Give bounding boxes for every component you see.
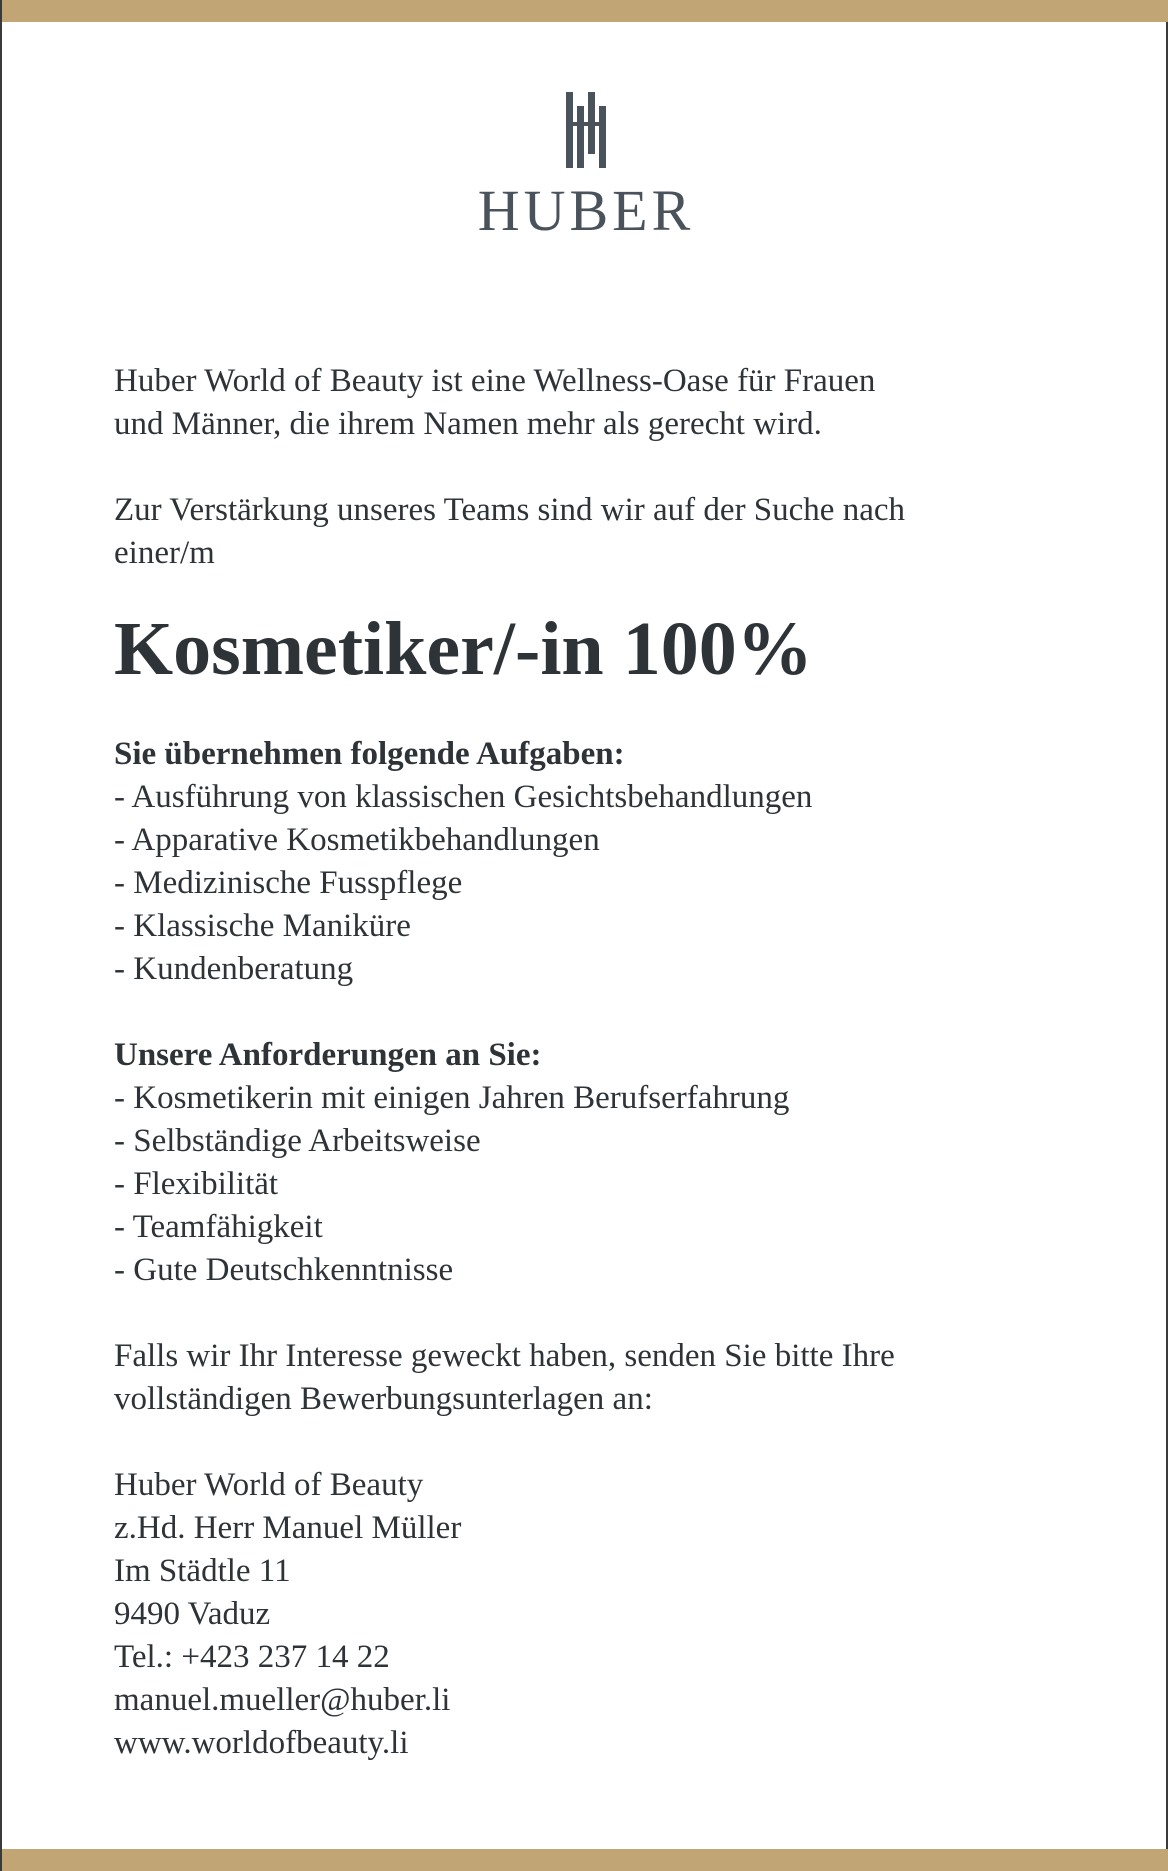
contact-company: Huber World of Beauty [114, 1467, 424, 1503]
list-item: - Kosmetikerin mit einigen Jahren Berufserfahrung [114, 1080, 790, 1116]
intro-line: Huber World of Beauty ist eine Wellness-Oase für Frauen [114, 363, 876, 399]
list-item: - Apparative Kosmetikbehandlungen [114, 822, 600, 858]
contact-address [114, 1464, 1074, 1765]
spacer [114, 1421, 1074, 1464]
search-line: einer/m [114, 535, 215, 571]
list-item: - Selbständige Arbeitsweise [114, 1123, 481, 1159]
intro-line: und Männer, die ihrem Namen mehr als gerecht wird. [114, 406, 822, 442]
search-line: Zur Verstärkung unseres Teams sind wir auf der Suche nach [114, 492, 906, 528]
spacer [114, 991, 1074, 1034]
contact-city: 9490 Vaduz [114, 1596, 271, 1632]
contact-website[interactable]: www.worldofbeauty.li [114, 1725, 409, 1761]
list-item: - Teamfähigkeit [114, 1209, 323, 1245]
list-item: - Medizinische Fusspflege [114, 865, 463, 901]
search-paragraph [114, 489, 1074, 575]
list-item: - Klassische Maniküre [114, 908, 411, 944]
closing-line: Falls wir Ihr Interesse geweckt haben, senden Sie bitte Ihre [114, 1338, 895, 1374]
list-item: - Kundenberatung [114, 951, 354, 987]
stacked-bars-logo-icon [566, 92, 606, 168]
spacer [114, 1292, 1074, 1335]
brand-logo [2, 92, 1168, 243]
requirements-title: Unsere Anforderungen an Sie: [114, 1037, 542, 1073]
closing-paragraph [114, 1335, 1074, 1421]
tasks-title: Sie übernehmen folgende Aufgaben: [114, 736, 625, 772]
spacer [114, 446, 1074, 489]
intro-paragraph [114, 360, 1074, 446]
contact-street: Im Städtle 11 [114, 1553, 291, 1589]
contact-phone: Tel.: +423 237 14 22 [114, 1639, 390, 1675]
closing-line: vollständigen Bewerbungsunterlagen an: [114, 1381, 653, 1417]
top-accent-bar [2, 0, 1168, 22]
list-item: - Flexibilität [114, 1166, 279, 1202]
contact-attention: z.Hd. Herr Manuel Müller [114, 1510, 462, 1546]
bottom-accent-bar [2, 1849, 1168, 1871]
ad-content [114, 360, 1074, 1765]
job-title: Kosmetiker/-in 100% [114, 607, 813, 691]
contact-email[interactable]: manuel.mueller@huber.li [114, 1682, 451, 1718]
requirements-list [114, 1077, 1074, 1292]
list-item: - Ausführung von klassischen Gesichtsbehandlungen [114, 779, 813, 815]
list-item: - Gute Deutschkenntnisse [114, 1252, 454, 1288]
tasks-list [114, 776, 1074, 991]
brand-wordmark: HUBER [477, 178, 695, 243]
